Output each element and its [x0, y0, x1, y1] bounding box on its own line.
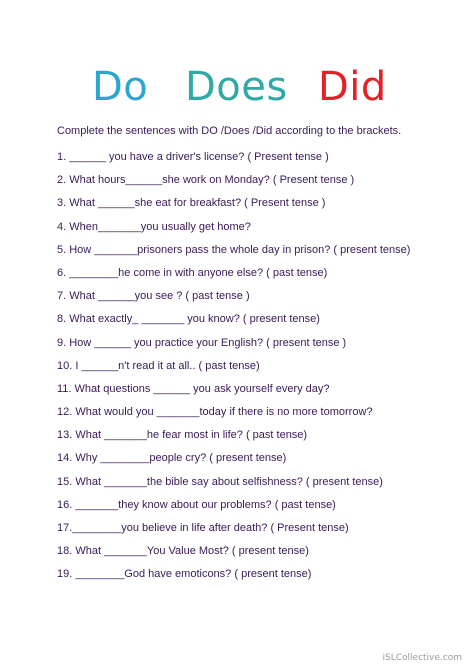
- exercise-item: 11. What questions ______ you ask yourself every day?: [57, 382, 330, 395]
- site-watermark: iSLCollective.com: [382, 653, 462, 663]
- title-do: Do: [92, 64, 149, 110]
- exercise-item: 19. ________God have emoticons? ( present tense): [57, 568, 312, 581]
- exercise-item: 18. What _______You Value Most? ( present tense): [57, 545, 309, 558]
- exercise-item: 3. What ______she eat for breakfast? ( Present tense ): [57, 197, 326, 210]
- exercise-item: 13. What _______he fear most in life? ( past tense): [57, 429, 308, 442]
- exercise-item: 15. What _______the bible say about selfishness? ( present tense): [57, 475, 383, 488]
- exercise-item: 4. When_______you usually get home?: [57, 220, 251, 233]
- exercise-list: [57, 150, 410, 591]
- exercise-item: 12. What would you _______today if there is no more tomorrow?: [57, 406, 373, 419]
- exercise-item: 10. I ______n't read it at all.. ( past tense): [57, 359, 260, 372]
- instructions: Complete the sentences with DO /Does /Did according to the brackets.: [57, 125, 402, 137]
- exercise-item: 16. _______they know about our problems? ( past tense): [57, 498, 336, 511]
- exercise-item: 7. What ______you see ? ( past tense ): [57, 290, 250, 303]
- worksheet-title: [0, 62, 474, 114]
- title-does: Does: [185, 64, 288, 110]
- exercise-item: 1. ______ you have a driver's license? ( Present tense ): [57, 151, 329, 163]
- exercise-item: 8. What exactly_ _______ you know? ( present tense): [57, 313, 320, 326]
- exercise-item: 17.________you believe in life after death? ( Present tense): [57, 522, 349, 534]
- exercise-item: 5. How _______prisoners pass the whole day in prison? ( present tense): [57, 243, 411, 256]
- exercise-item: 9. How ______ you practice your English? ( present tense ): [57, 336, 347, 349]
- title-did: Did: [318, 64, 387, 110]
- exercise-item: 14. Why ________people cry? ( present tense): [57, 452, 287, 465]
- exercise-item: 6. ________he come in with anyone else? ( past tense): [57, 266, 328, 279]
- exercise-item: 2. What hours______she work on Monday? ( Present tense ): [57, 174, 355, 187]
